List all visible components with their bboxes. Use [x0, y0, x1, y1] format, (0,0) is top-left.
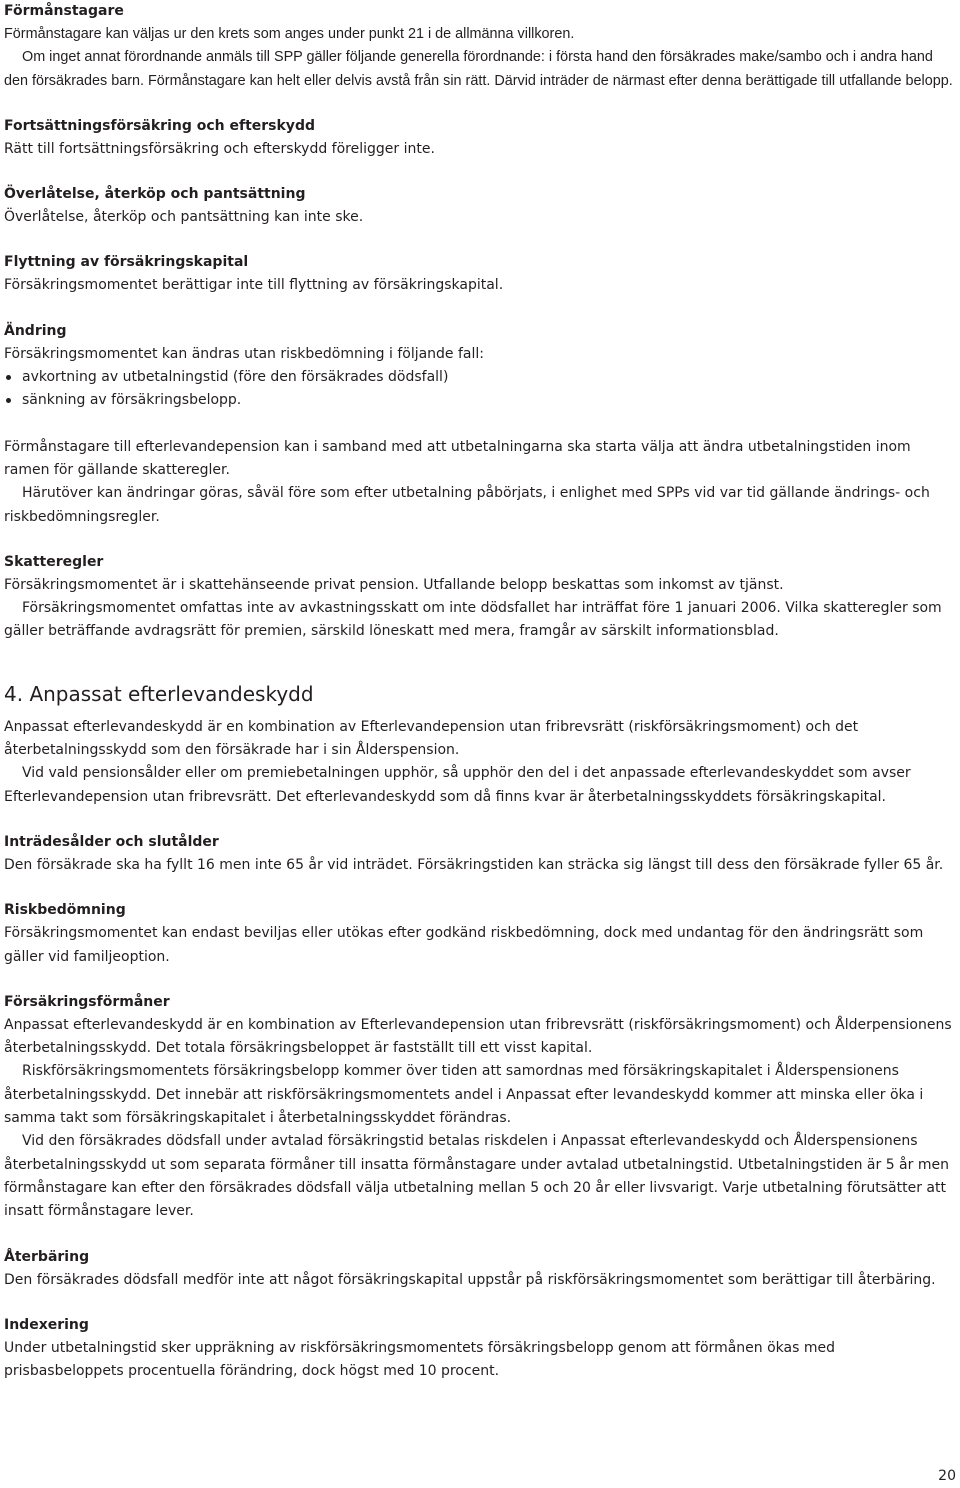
section-heading: Överlåtelse, återköp och pantsättning [4, 186, 306, 203]
chapter-title: 4. Anpassat efterlevandeskydd [4, 681, 314, 706]
paragraph: Försäkringsmomentet är i skattehänseende privat pension. Utfallande belopp beskattas som inkomst av tjänst. [4, 576, 784, 593]
paragraph: Den försäkrades dödsfall medför inte att något försäkringskapital uppstår på riskförsäkringsmomentet som berättigar till återbäring. [4, 1271, 936, 1288]
bullet-list [4, 366, 956, 413]
paragraph: Om inget annat förordnande anmäls till SPP gäller följande generella förordnande: i första hand den försäkrades make/sambo och i andra hand den försäkrades barn. Förmånstagare kan helt eller delvis avstå från sin rätt. Därvid inträder de närmast efter denna berättigade till utfallande belopp. [4, 49, 953, 89]
paragraph: Vid vald pensionsålder eller om premiebetalningen upphör, så upphör den del i det anpassade efterlevandeskyddet som avser Efterlevandepension utan fribrevsrätt. Det efterlevandeskydd som då finns kvar är återbetalningsskyddets försäkringskapital. [4, 765, 911, 805]
paragraph: Härutöver kan ändringar göras, såväl före som efter utbetalning påbörjats, i enlighet med SPPs vid var tid gällande ändrings- och riskbedömningsregler. [4, 485, 930, 525]
paragraph: Riskförsäkringsmomentets försäkringsbelopp kommer över tiden att samordnas med försäkringskapitalet i Ålderspensionens återbetalningsskydd. Det innebär att riskförsäkringsmomentets andel i Anpassat efter levandeskydd kommer att minska eller öka i samma takt som försäkringskapitalet i återbetalningsskyddet förändras. [4, 1063, 924, 1127]
chapter-anpassat-efterlevandeskydd [4, 680, 956, 809]
section-heading: Försäkringsförmåner [4, 993, 170, 1010]
paragraph: Försäkringsmomentet kan ändras utan riskbedömning i följande fall: [4, 345, 484, 362]
section-heading: Återbäring [4, 1248, 90, 1265]
section-heading: Förmånstagare [4, 3, 124, 19]
section-andring [4, 320, 956, 529]
page-number: 20 [938, 1468, 956, 1484]
paragraph: Anpassat efterlevandeskydd är en kombination av Efterlevandepension utan fribrevsrätt (riskförsäkringsmoment) och det återbetalningsskydd som den försäkrade har i sin Ålderspension. [4, 718, 859, 759]
section-fortsattningsforsakring [4, 115, 956, 161]
section-heading: Riskbedömning [4, 902, 126, 919]
section-heading: Indexering [4, 1316, 89, 1333]
list-item: sänkning av försäkringsbelopp. [4, 389, 956, 412]
paragraph: Anpassat efterlevandeskydd är en kombination av Efterlevandepension utan fribrevsrätt (riskförsäkringsmoment) och Ålderpensionens återbetalningsskydd. Det totala försäkringsbeloppet är fastställt till ett visst kapital. [4, 1016, 952, 1057]
section-heading: Flyttning av försäkringskapital [4, 254, 249, 271]
section-overlatelse [4, 183, 956, 229]
section-formanstagare [4, 0, 956, 93]
section-flyttning [4, 251, 956, 297]
section-heading: Skatteregler [4, 553, 104, 570]
section-heading: Ändring [4, 322, 67, 339]
paragraph: Rätt till fortsättningsförsäkring och efterskydd föreligger inte. [4, 140, 435, 157]
paragraph: Förmånstagare kan väljas ur den krets som anges under punkt 21 i de allmänna villkoren. [4, 26, 575, 42]
section-riskbedomning [4, 899, 956, 969]
paragraph: Under utbetalningstid sker uppräkning av riskförsäkringsmomentets försäkringsbelopp genom att förmånen ökas med prisbasbeloppets procentuella förändring, dock högst med 10 procent. [4, 1339, 835, 1380]
paragraph: Överlåtelse, återköp och pantsättning kan inte ske. [4, 209, 364, 226]
section-intradesalder [4, 831, 956, 877]
section-heading: Inträdesålder och slutålder [4, 833, 219, 850]
paragraph: Försäkringsmomentet berättigar inte till flyttning av försäkringskapital. [4, 277, 504, 294]
paragraph: Förmånstagare till efterlevandepension kan i samband med att utbetalningarna ska starta välja att ändra utbetalningstiden inom ramen för gällande skatteregler. [4, 438, 911, 478]
section-aterbaring [4, 1246, 956, 1292]
section-forsakringsformaner [4, 991, 956, 1224]
paragraph: Försäkringsmomentet kan endast beviljas eller utökas efter godkänd riskbedömning, dock med undantag för den ändringsrätt som gäller vid familjeoption. [4, 925, 924, 965]
section-indexering [4, 1314, 956, 1384]
paragraph: Försäkringsmomentet omfattas inte av avkastningsskatt om inte dödsfallet har inträffat före 1 januari 2006. Vilka skatteregler som gäller beträffande avdragsrätt för premien, särskild löneskatt med mera, framgår av särskilt informationsblad. [4, 600, 942, 640]
section-heading: Fortsättningsförsäkring och efterskydd [4, 117, 315, 134]
section-skatteregler [4, 551, 956, 644]
list-item: avkortning av utbetalningstid (före den försäkrades dödsfall) [4, 366, 956, 389]
paragraph: Den försäkrade ska ha fyllt 16 men inte 65 år vid inträdet. Försäkringstiden kan sträcka sig längst till dess den försäkrade fyller 65 år. [4, 856, 944, 873]
paragraph: Vid den försäkrades dödsfall under avtalad försäkringstid betalas riskdelen i Anpassat efterlevandeskydd och Ålderspensionens återbetalningsskydd ut som separata förmåner till insatta förmånstagare under avtalad utbetalningstid. Utbetalningstiden är 5 år men förmånstagare kan efter den försäkrades dödsfall välja utbetalning mellan 5 och 20 år eller livsvarigt. Varje utbetalning förutsätter att insatt förmånstagare lever. [4, 1133, 949, 1220]
